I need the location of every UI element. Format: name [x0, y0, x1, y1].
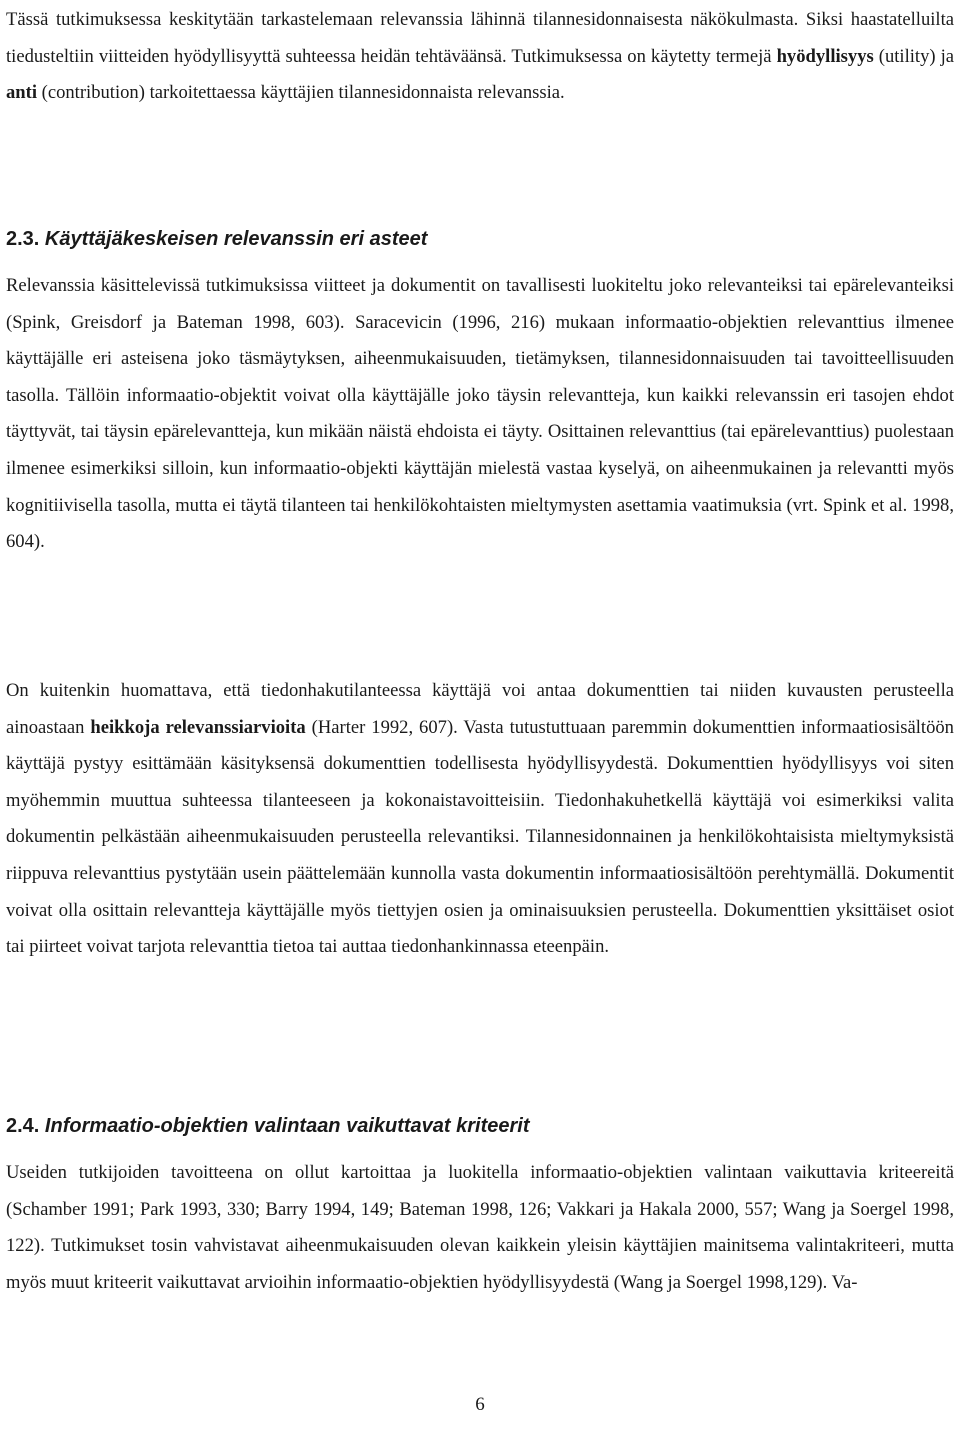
- section-number: 2.4.: [6, 1115, 40, 1137]
- term-contribution: anti: [6, 82, 37, 104]
- page-number: 6: [475, 1394, 485, 1415]
- intro-text-1: Tässä tutkimuksessa keskitytään tarkastelemaan relevanssia lähinnä tilannesidonnaisesta näkökulmasta. Siksi haastatelluilta tiedusteltiin viitteiden hyödyllisyyttä suhteessa heidän tehtäväänsä. Tutkimuksessa on käytetty termejä: [6, 9, 954, 67]
- section-number: 2.3.: [6, 228, 40, 250]
- intro-text-3: (contribution) tarkoitettaessa käyttäjien tilannesidonnaista relevanssia.: [37, 82, 565, 104]
- paragraph-intro: [6, 2, 954, 112]
- however-text-1: On kuitenkin huomattava, että tiedonhakutilanteessa käyttäjä voi antaa dokumenttien tai niiden kuvausten perusteella ainoastaan: [6, 680, 954, 738]
- section-title: Käyttäjäkeskeisen relevanssin eri asteet: [44, 228, 428, 250]
- section-heading-2-4: [6, 1114, 530, 1138]
- section-title: Informaatio-objektien valintaan vaikuttavat kriteerit: [44, 1115, 530, 1137]
- paragraph-relevance-levels: Relevanssia käsittelevissä tutkimuksissa viitteet ja dokumentit on tavallisesti luokiteltu joko relevanteiksi tai epärelevanteiksi (Spink, Greisdorf ja Bateman 1998, 603). Saracevicin (1996, 216) mukaan informaatio-objektien relevanttius ilmenee käyttäjälle eri asteisena joko täsmäytyksen, aiheenmukaisuuden, tietämyksen, tilannesidonnaisuuden tai tavoitteellisuuden tasolla. Tällöin informaatio-objektit voivat olla käyttäjälle joko täysin relevantteja, kun kaikki relevanssin eri tasojen ehdot täyttyvät, tai täysin epärelevantteja, kun mikään näistä ehdoista ei täyty. Osittainen relevanttius (tai epärelevanttius) puolestaan ilmenee esimerkiksi silloin, kun informaatio-objekti käyttäjän mielestä vastaa kyselyä, on aiheenmukainen ja relevantti myös kognitiivisella tasolla, mutta ei täytä tilanteen tai henkilökohtaisten mieltymysten asettamia vaatimuksia (vrt. Spink et al. 1998, 604).: [6, 275, 954, 553]
- term-weak-relevance-judgements: heikkoja relevanssiarvioita: [90, 716, 306, 738]
- term-utility: hyödyllisyys: [776, 45, 874, 67]
- however-text-2: (Harter 1992, 607). Vasta tutustuttuaan paremmin dokumenttien informaatiosisältöön käyttäjä pystyy esittämään käsityksensä dokumenttien todellisesta hyödyllisyydestä. Dokumenttien hyödyllisyys voi siten myöhemmin muuttua suhteessa tilanteeseen ja kokonaistavoitteisiin. Tiedonhakuhetkellä käyttäjä voi esimerkiksi valita dokumentin pelkästään aiheenmukaisuuden perusteella relevantiksi. Tilannesidonnainen ja henkilökohtaisista mieltymyksistä riippuva relevanttius pystytään usein päättelemään kunnolla vasta dokumentin informaatiosisältöön perehtymällä. Dokumentit voivat olla osittain relevantteja käyttäjälle myös tiettyjen osien ja ominaisuuksien perusteella. Dokumenttien yksittäiset osiot tai piirteet voivat tarjota relevanttia tietoa tai auttaa tiedonhankinnassa eteenpäin.: [6, 716, 954, 958]
- section-heading-2-3: [6, 227, 427, 251]
- intro-text-2: (utility) ja: [873, 45, 955, 67]
- paragraph-selection-criteria: Useiden tutkijoiden tavoitteena on ollut kartoittaa ja luokitella informaatio-objektien valintaan vaikuttavia kriteereitä (Schamber 1991; Park 1993, 330; Barry 1994, 149; Bateman 1998, 126; Vakkari ja Hakala 2000, 557; Wang ja Soergel 1998, 122). Tutkimukset tosin vahvistavat aiheenmukaisuuden olevan kaikkein yleisin käyttäjien mainitsema valintakriteeri, mutta myös muut kriteerit vaikuttavat arvioihin informaatio-objektien hyödyllisyydestä (Wang ja Soergel 1998,129). Va-: [6, 1162, 954, 1293]
- paragraph-weak-judgements: [6, 673, 954, 966]
